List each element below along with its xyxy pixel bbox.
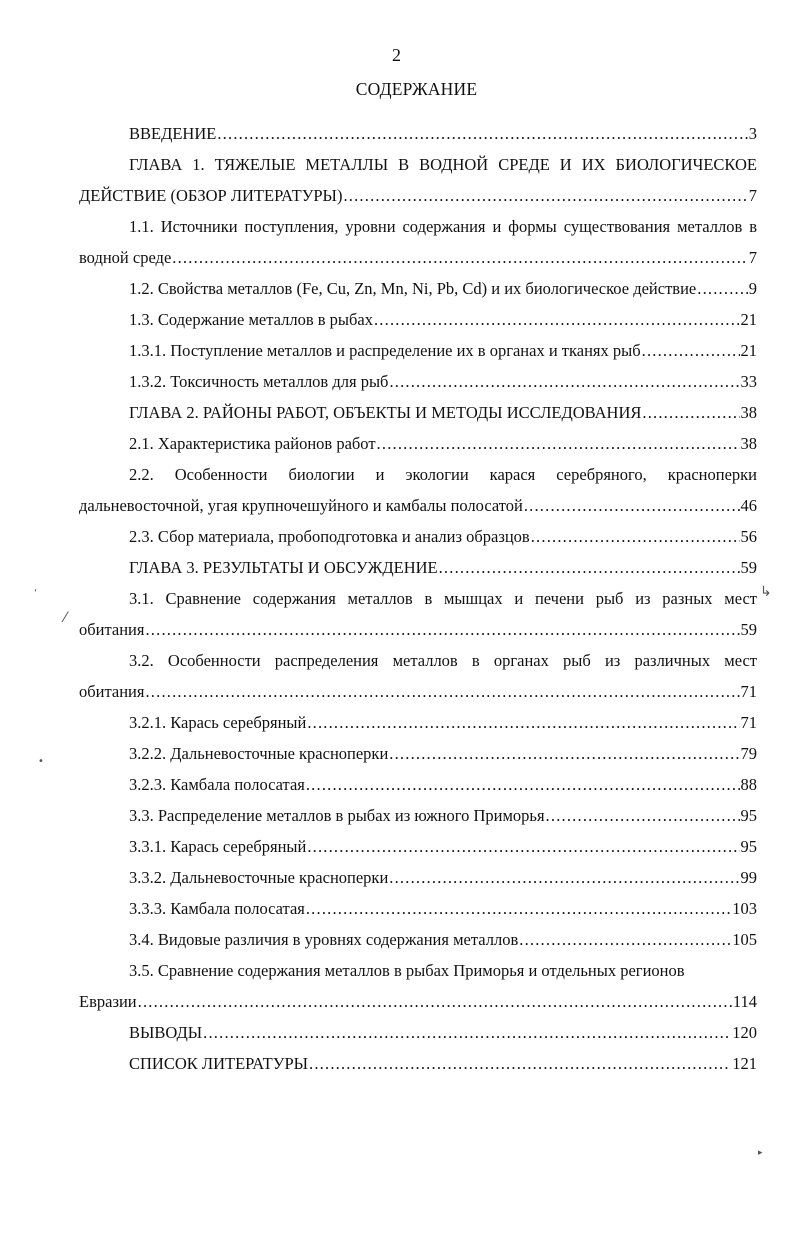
toc-page-number: 56	[740, 527, 757, 546]
leader-dots	[374, 304, 740, 335]
pen-mark: •	[38, 756, 44, 767]
toc-entry-title: 3.3.1. Карась серебряный	[129, 837, 307, 856]
leader-dots	[145, 676, 739, 707]
toc-entry-title: 1.3.2. Токсичность металлов для рыб	[129, 372, 389, 391]
toc-entry-title-continued: водной среде	[79, 248, 172, 267]
leader-dots	[697, 273, 748, 304]
toc-entry-title: 2.1. Характеристика районов работ	[129, 434, 376, 453]
toc-entry	[79, 1017, 757, 1048]
toc-entry-title-continued: ДЕЙСТВИЕ (ОБЗОР ЛИТЕРАТУРЫ)	[79, 186, 343, 205]
toc-page-number: 95	[740, 806, 757, 825]
toc-entry-title: ГЛАВА 3. РЕЗУЛЬТАТЫ И ОБСУЖДЕНИЕ	[129, 558, 438, 577]
toc-entry	[79, 1048, 757, 1079]
toc-entry-title-continued: Евразии	[79, 992, 137, 1011]
toc-entry	[79, 800, 757, 831]
toc-entry	[79, 769, 757, 800]
toc-page-number: 38	[740, 403, 757, 422]
toc-page-number: 121	[732, 1054, 757, 1073]
toc-entry-title-continued: обитания	[79, 620, 145, 639]
toc-entry	[79, 738, 757, 769]
toc-page-number: 103	[732, 899, 757, 918]
toc-page-number: 21	[740, 341, 757, 360]
page-number: 2	[392, 45, 401, 65]
toc-entry-title-continued: обитания	[79, 682, 145, 701]
toc-entry	[79, 893, 757, 924]
table-of-contents	[79, 118, 757, 1079]
leader-dots	[389, 366, 739, 397]
toc-entry-title: ГЛАВА 2. РАЙОНЫ РАБОТ, ОБЪЕКТЫ И МЕТОДЫ ИССЛЕДОВАНИЯ	[129, 403, 642, 422]
toc-page-number: 46	[740, 496, 757, 515]
toc-entry	[79, 645, 757, 707]
toc-page-number: 79	[740, 744, 757, 763]
toc-page-number: 7	[748, 186, 757, 205]
pen-mark: ⁄	[64, 610, 67, 626]
toc-entry	[79, 335, 757, 366]
leader-dots	[519, 924, 731, 955]
toc-entry	[79, 831, 757, 862]
leader-dots	[307, 831, 739, 862]
toc-entry-title: ВЫВОДЫ	[129, 1023, 203, 1042]
leader-dots	[642, 397, 739, 428]
leader-dots	[203, 1017, 731, 1048]
toc-entry-title: 3.2.1. Карась серебряный	[129, 713, 307, 732]
toc-entry	[79, 552, 757, 583]
toc-entry-title: СПИСОК ЛИТЕРАТУРЫ	[129, 1054, 309, 1073]
toc-page-number: 105	[732, 930, 757, 949]
leader-dots	[307, 707, 739, 738]
toc-entry-title: 1.1. Источники поступления, уровни содержания и формы существования металлов в	[129, 217, 757, 236]
toc-entry-title: ГЛАВА 1. ТЯЖЕЛЫЕ МЕТАЛЛЫ В ВОДНОЙ СРЕДЕ И ИХ БИОЛОГИЧЕСКОЕ	[129, 155, 757, 174]
toc-entry-title: 2.3. Сбор материала, пробоподготовка и анализ образцов	[129, 527, 530, 546]
toc-page-number: 59	[740, 620, 757, 639]
toc-page-number: 114	[732, 992, 757, 1011]
toc-entry	[79, 211, 757, 273]
toc-entry-title: 3.5. Сравнение содержания металлов в рыбах Приморья и отдельных регионов	[129, 961, 685, 980]
leader-dots	[524, 490, 740, 521]
toc-entry	[79, 583, 757, 645]
leader-dots	[546, 800, 740, 831]
leader-dots	[217, 118, 747, 149]
pen-mark: ↳	[760, 584, 772, 600]
toc-entry-title: ВВЕДЕНИЕ	[129, 124, 217, 143]
pen-mark: ‘	[34, 588, 38, 599]
toc-entry	[79, 862, 757, 893]
toc-entry	[79, 521, 757, 552]
toc-entry-title: 2.2. Особенности биологии и экологии карася серебряного, красноперки	[129, 465, 757, 484]
leader-dots	[145, 614, 739, 645]
toc-entry-title: 3.2.3. Камбала полосатая	[129, 775, 305, 794]
toc-entry	[79, 924, 757, 955]
toc-page-number: 71	[740, 713, 757, 732]
toc-entry-title: 3.2. Особенности распределения металлов в органах рыб из различных мест	[129, 651, 757, 670]
leader-dots	[306, 893, 731, 924]
toc-entry-title-continued: дальневосточной, угая крупночешуйного и камбалы полосатой	[79, 496, 523, 515]
toc-page-number: 3	[748, 124, 757, 143]
toc-page-number: 59	[740, 558, 757, 577]
toc-page-number: 71	[740, 682, 757, 701]
leader-dots	[306, 769, 740, 800]
toc-entry	[79, 366, 757, 397]
toc-page-number: 38	[740, 434, 757, 453]
toc-entry	[79, 397, 757, 428]
toc-entry	[79, 707, 757, 738]
toc-page-number: 9	[748, 279, 757, 298]
leader-dots	[642, 335, 740, 366]
toc-page-number: 88	[740, 775, 757, 794]
leader-dots	[377, 428, 740, 459]
toc-entry	[79, 459, 757, 521]
toc-entry	[79, 273, 757, 304]
toc-entry-title: 3.1. Сравнение содержания металлов в мышцах и печени рыб из разных мест	[129, 589, 757, 608]
toc-page-number: 120	[732, 1023, 757, 1042]
toc-entry	[79, 118, 757, 149]
leader-dots	[389, 738, 739, 769]
toc-page-number: 95	[740, 837, 757, 856]
toc-page-number: 33	[740, 372, 757, 391]
toc-entry	[79, 955, 757, 1017]
toc-entry-title: 1.3. Содержание металлов в рыбах	[129, 310, 373, 329]
pen-mark: ▸	[758, 1148, 763, 1158]
toc-page-number: 7	[748, 248, 757, 267]
toc-entry-title: 3.3.2. Дальневосточные красноперки	[129, 868, 389, 887]
leader-dots	[309, 1048, 731, 1079]
toc-entry	[79, 428, 757, 459]
toc-page-number: 99	[740, 868, 757, 887]
leader-dots	[389, 862, 739, 893]
toc-entry-title: 3.3.3. Камбала полосатая	[129, 899, 305, 918]
leader-dots	[439, 552, 740, 583]
toc-entry-title: 1.3.1. Поступление металлов и распределение их в органах и тканях рыб	[129, 341, 641, 360]
toc-page-number: 21	[740, 310, 757, 329]
toc-entry-title: 3.4. Видовые различия в уровнях содержания металлов	[129, 930, 519, 949]
leader-dots	[138, 986, 732, 1017]
toc-entry-title: 1.2. Свойства металлов (Fe, Cu, Zn, Mn, Ni, Pb, Cd) и их биологическое действие	[129, 279, 697, 298]
toc-entry	[79, 149, 757, 211]
page-title: СОДЕРЖАНИЕ	[355, 79, 478, 99]
leader-dots	[172, 242, 747, 273]
leader-dots	[531, 521, 740, 552]
leader-dots	[343, 180, 747, 211]
toc-entry	[79, 304, 757, 335]
toc-entry-title: 3.3. Распределение металлов в рыбах из южного Приморья	[129, 806, 545, 825]
toc-entry-title: 3.2.2. Дальневосточные красноперки	[129, 744, 389, 763]
